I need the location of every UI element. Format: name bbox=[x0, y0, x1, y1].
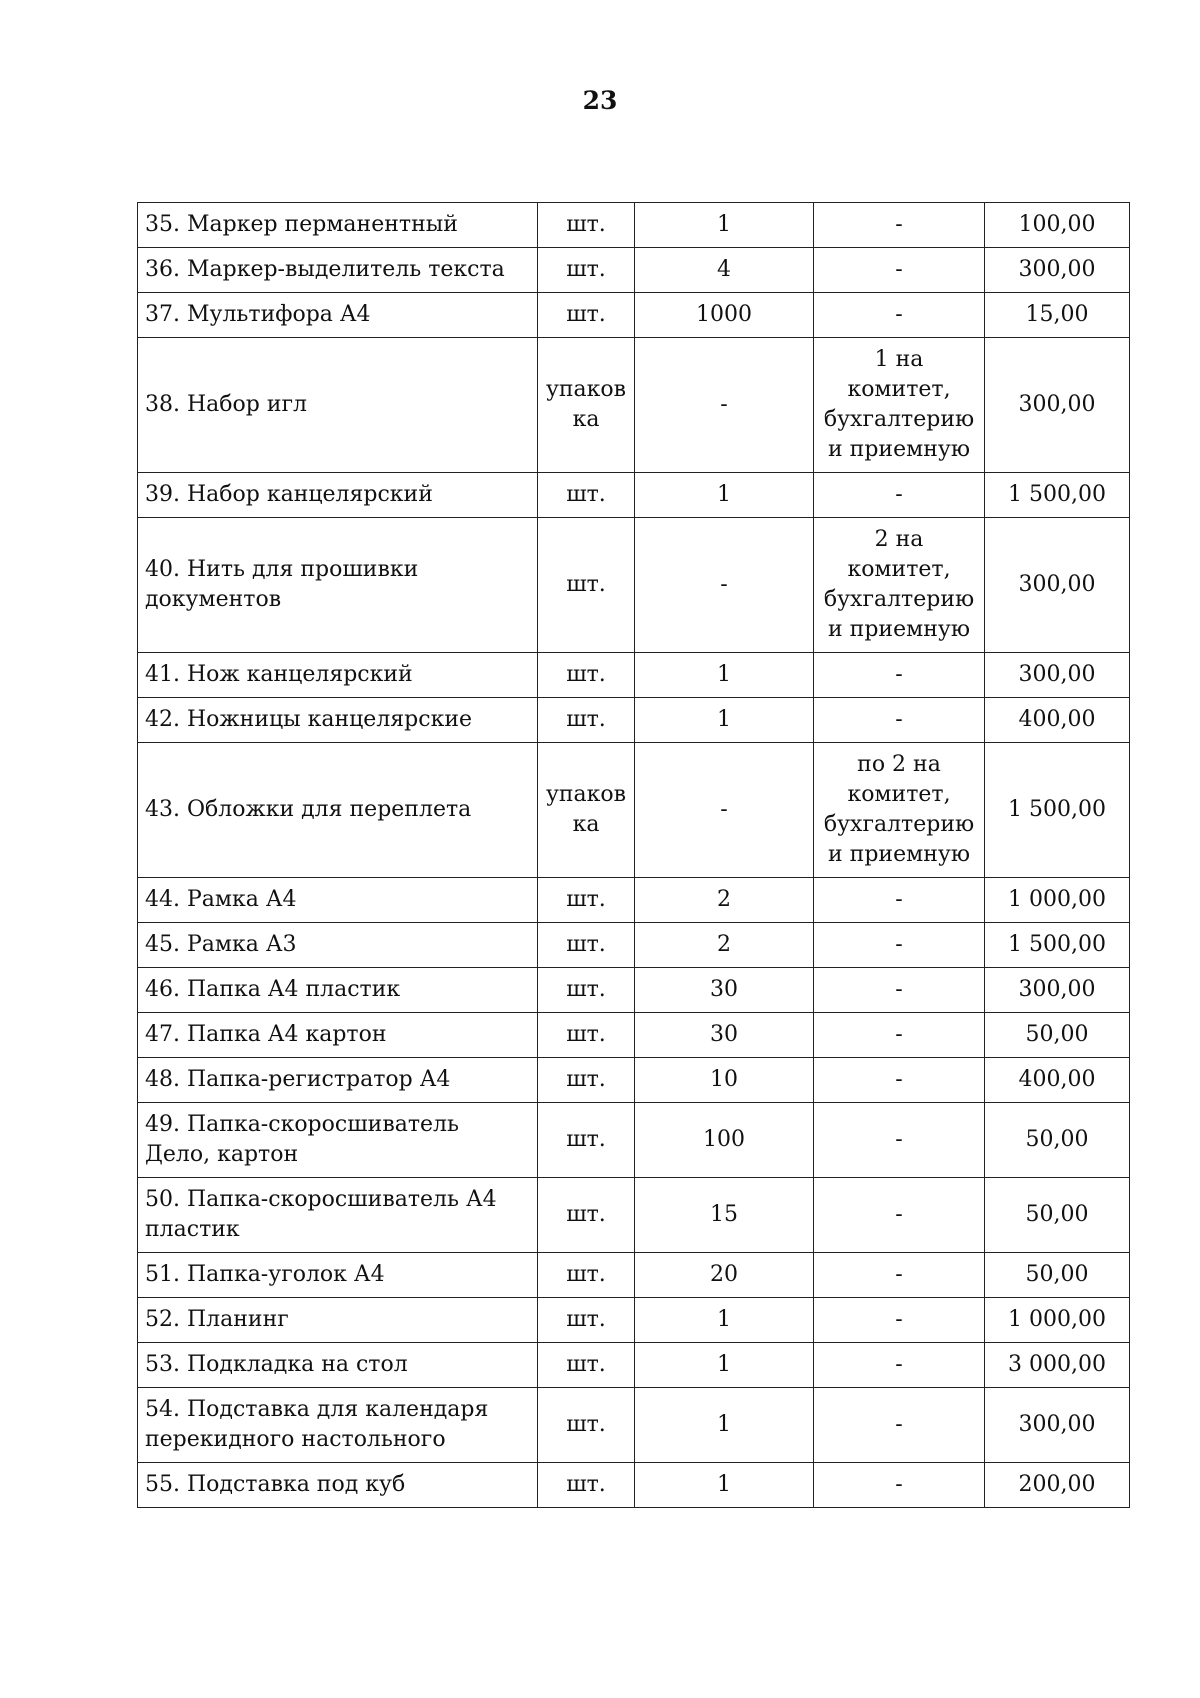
item-name-cell bbox=[138, 698, 538, 743]
unit-cell bbox=[538, 653, 635, 698]
norm: по 2 на комитет, бухгалтерию и приемную bbox=[823, 752, 975, 867]
item-name: 53. Подкладка на стол bbox=[145, 1352, 408, 1377]
norm: - bbox=[895, 212, 903, 237]
price-cell bbox=[985, 473, 1130, 518]
item-name-cell bbox=[138, 518, 538, 653]
unit: шт. bbox=[566, 1472, 606, 1497]
item-name-cell bbox=[138, 1253, 538, 1298]
item-name: 48. Папка-регистратор А4 bbox=[145, 1067, 451, 1092]
norm: - bbox=[895, 1262, 903, 1287]
norm-cell bbox=[814, 1013, 985, 1058]
norm-cell bbox=[814, 1178, 985, 1253]
quantity: 10 bbox=[710, 1067, 738, 1092]
unit-cell bbox=[538, 1253, 635, 1298]
norm: 2 на комитет, бухгалтерию и приемную bbox=[823, 527, 975, 642]
table-row bbox=[138, 878, 1130, 923]
quantity-cell bbox=[635, 1103, 814, 1178]
price: 1 000,00 bbox=[1008, 1307, 1106, 1332]
norm: - bbox=[895, 1022, 903, 1047]
norm-cell bbox=[814, 1253, 985, 1298]
table-row bbox=[138, 1388, 1130, 1463]
price-cell bbox=[985, 1253, 1130, 1298]
quantity-cell bbox=[635, 1253, 814, 1298]
price: 300,00 bbox=[1018, 572, 1096, 597]
item-name: 39. Набор канцелярский bbox=[145, 482, 433, 507]
unit-cell bbox=[538, 518, 635, 653]
price-cell bbox=[985, 1388, 1130, 1463]
price: 50,00 bbox=[1025, 1127, 1089, 1152]
item-name: 46. Папка А4 пластик bbox=[145, 977, 401, 1002]
unit: шт. bbox=[566, 1067, 606, 1092]
norm: - bbox=[895, 1352, 903, 1377]
price: 300,00 bbox=[1018, 662, 1096, 687]
unit-cell bbox=[538, 473, 635, 518]
unit-cell bbox=[538, 1388, 635, 1463]
item-name-cell bbox=[138, 248, 538, 293]
price-cell bbox=[985, 1178, 1130, 1253]
quantity-cell bbox=[635, 293, 814, 338]
norm-cell bbox=[814, 698, 985, 743]
norm: - bbox=[895, 707, 903, 732]
unit-cell bbox=[538, 1103, 635, 1178]
norm: - bbox=[895, 1307, 903, 1332]
item-name: 35. Маркер перманентный bbox=[145, 212, 458, 237]
quantity-cell bbox=[635, 1013, 814, 1058]
table-row bbox=[138, 473, 1130, 518]
quantity-cell bbox=[635, 1058, 814, 1103]
unit-cell bbox=[538, 878, 635, 923]
price-cell bbox=[985, 293, 1130, 338]
norm: - bbox=[895, 1127, 903, 1152]
norm-cell bbox=[814, 1103, 985, 1178]
unit: шт. bbox=[566, 932, 606, 957]
norm-cell bbox=[814, 923, 985, 968]
table-row bbox=[138, 1178, 1130, 1253]
unit: шт. bbox=[566, 1262, 606, 1287]
norm-cell bbox=[814, 248, 985, 293]
item-name-cell bbox=[138, 1388, 538, 1463]
price: 50,00 bbox=[1025, 1202, 1089, 1227]
price-cell bbox=[985, 923, 1130, 968]
quantity-cell bbox=[635, 338, 814, 473]
price-cell bbox=[985, 248, 1130, 293]
item-name-cell bbox=[138, 743, 538, 878]
item-name: 50. Папка-скоросшиватель А4 пластик bbox=[145, 1187, 497, 1242]
item-name: 43. Обложки для переплета bbox=[145, 797, 472, 822]
norm-cell bbox=[814, 473, 985, 518]
item-name: 49. Папка-скоросшиватель Дело, картон bbox=[145, 1112, 459, 1167]
quantity: 1 bbox=[717, 662, 731, 687]
quantity: 1 bbox=[717, 1352, 731, 1377]
price-cell bbox=[985, 203, 1130, 248]
unit: шт. bbox=[566, 887, 606, 912]
quantity: 2 bbox=[717, 932, 731, 957]
unit-cell bbox=[538, 293, 635, 338]
unit: шт. bbox=[566, 662, 606, 687]
item-name-cell bbox=[138, 203, 538, 248]
price: 50,00 bbox=[1025, 1262, 1089, 1287]
item-name-cell bbox=[138, 1013, 538, 1058]
price: 300,00 bbox=[1018, 392, 1096, 417]
item-name-cell bbox=[138, 968, 538, 1013]
unit-cell bbox=[538, 248, 635, 293]
unit: шт. bbox=[566, 707, 606, 732]
quantity: 30 bbox=[710, 977, 738, 1002]
unit: шт. bbox=[566, 1352, 606, 1377]
price-cell bbox=[985, 1103, 1130, 1178]
price-cell bbox=[985, 878, 1130, 923]
norm-cell bbox=[814, 878, 985, 923]
quantity: - bbox=[720, 797, 728, 822]
price: 300,00 bbox=[1018, 977, 1096, 1002]
quantity-cell bbox=[635, 203, 814, 248]
quantity: 4 bbox=[717, 257, 731, 282]
table-row bbox=[138, 653, 1130, 698]
quantity-cell bbox=[635, 968, 814, 1013]
supplies-table bbox=[137, 202, 1130, 1508]
item-name: 47. Папка А4 картон bbox=[145, 1022, 387, 1047]
item-name-cell bbox=[138, 653, 538, 698]
price-cell bbox=[985, 743, 1130, 878]
table-row bbox=[138, 338, 1130, 473]
quantity-cell bbox=[635, 923, 814, 968]
table-row bbox=[138, 968, 1130, 1013]
item-name-cell bbox=[138, 878, 538, 923]
price-cell bbox=[985, 1013, 1130, 1058]
unit-cell bbox=[538, 1343, 635, 1388]
price: 1 500,00 bbox=[1008, 797, 1106, 822]
norm-cell bbox=[814, 1343, 985, 1388]
item-name: 42. Ножницы канцелярские bbox=[145, 707, 473, 732]
item-name: 36. Маркер-выделитель текста bbox=[145, 257, 505, 282]
quantity: 1000 bbox=[696, 302, 752, 327]
item-name: 41. Нож канцелярский bbox=[145, 662, 413, 687]
quantity: 20 bbox=[710, 1262, 738, 1287]
quantity: 1 bbox=[717, 1307, 731, 1332]
quantity-cell bbox=[635, 653, 814, 698]
unit: шт. bbox=[566, 1127, 606, 1152]
unit-cell bbox=[538, 1298, 635, 1343]
table-row bbox=[138, 518, 1130, 653]
unit: шт. bbox=[566, 572, 606, 597]
norm-cell bbox=[814, 1298, 985, 1343]
price: 50,00 bbox=[1025, 1022, 1089, 1047]
table-row bbox=[138, 1298, 1130, 1343]
norm-cell bbox=[814, 203, 985, 248]
item-name-cell bbox=[138, 338, 538, 473]
item-name-cell bbox=[138, 1103, 538, 1178]
price-cell bbox=[985, 518, 1130, 653]
norm: - bbox=[895, 887, 903, 912]
item-name-cell bbox=[138, 1298, 538, 1343]
unit-cell bbox=[538, 698, 635, 743]
table-row bbox=[138, 248, 1130, 293]
price-cell bbox=[985, 1463, 1130, 1508]
unit: шт. bbox=[566, 1412, 606, 1437]
table-row bbox=[138, 293, 1130, 338]
item-name: 44. Рамка А4 bbox=[145, 887, 297, 912]
price-cell bbox=[985, 968, 1130, 1013]
quantity: 1 bbox=[717, 482, 731, 507]
norm: - bbox=[895, 482, 903, 507]
norm: - bbox=[895, 1412, 903, 1437]
unit-cell bbox=[538, 923, 635, 968]
quantity: 1 bbox=[717, 212, 731, 237]
price: 1 000,00 bbox=[1008, 887, 1106, 912]
quantity-cell bbox=[635, 1463, 814, 1508]
item-name: 38. Набор игл bbox=[145, 392, 308, 417]
price: 400,00 bbox=[1018, 707, 1096, 732]
norm-cell bbox=[814, 743, 985, 878]
unit: шт. bbox=[566, 212, 606, 237]
item-name-cell bbox=[138, 473, 538, 518]
unit-cell bbox=[538, 1058, 635, 1103]
price-cell bbox=[985, 1343, 1130, 1388]
quantity: - bbox=[720, 392, 728, 417]
unit: упаков ка bbox=[545, 377, 627, 432]
norm-cell bbox=[814, 518, 985, 653]
table-row bbox=[138, 203, 1130, 248]
unit-cell bbox=[538, 743, 635, 878]
item-name-cell bbox=[138, 1058, 538, 1103]
unit-cell bbox=[538, 968, 635, 1013]
quantity-cell bbox=[635, 518, 814, 653]
quantity-cell bbox=[635, 473, 814, 518]
price: 100,00 bbox=[1018, 212, 1096, 237]
item-name-cell bbox=[138, 1463, 538, 1508]
quantity-cell bbox=[635, 1178, 814, 1253]
norm-cell bbox=[814, 968, 985, 1013]
table-row bbox=[138, 743, 1130, 878]
item-name: 51. Папка-уголок А4 bbox=[145, 1262, 385, 1287]
quantity-cell bbox=[635, 743, 814, 878]
unit-cell bbox=[538, 1013, 635, 1058]
price: 300,00 bbox=[1018, 257, 1096, 282]
unit-cell bbox=[538, 1463, 635, 1508]
unit-cell bbox=[538, 203, 635, 248]
quantity-cell bbox=[635, 1343, 814, 1388]
unit-cell bbox=[538, 338, 635, 473]
table-body bbox=[138, 203, 1130, 1508]
norm: - bbox=[895, 1472, 903, 1497]
item-name: 52. Планинг bbox=[145, 1307, 289, 1332]
table-row bbox=[138, 1013, 1130, 1058]
quantity-cell bbox=[635, 248, 814, 293]
norm: - bbox=[895, 257, 903, 282]
unit: шт. bbox=[566, 1202, 606, 1227]
unit: шт. bbox=[566, 482, 606, 507]
norm: - bbox=[895, 977, 903, 1002]
item-name: 37. Мультифора А4 bbox=[145, 302, 371, 327]
norm-cell bbox=[814, 653, 985, 698]
table-row bbox=[138, 923, 1130, 968]
table-row bbox=[138, 1343, 1130, 1388]
table-row bbox=[138, 698, 1130, 743]
item-name: 45. Рамка А3 bbox=[145, 932, 297, 957]
item-name: 40. Нить для прошивки документов bbox=[145, 557, 419, 612]
quantity-cell bbox=[635, 1388, 814, 1463]
norm-cell bbox=[814, 1058, 985, 1103]
unit: шт. bbox=[566, 257, 606, 282]
price-cell bbox=[985, 338, 1130, 473]
price-cell bbox=[985, 1058, 1130, 1103]
quantity-cell bbox=[635, 698, 814, 743]
norm: - bbox=[895, 302, 903, 327]
item-name-cell bbox=[138, 923, 538, 968]
unit-cell bbox=[538, 1178, 635, 1253]
norm-cell bbox=[814, 338, 985, 473]
unit: шт. bbox=[566, 977, 606, 1002]
quantity: 1 bbox=[717, 707, 731, 732]
item-name-cell bbox=[138, 1343, 538, 1388]
item-name: 54. Подставка для календаря перекидного настольного bbox=[145, 1397, 489, 1452]
norm-cell bbox=[814, 293, 985, 338]
norm: - bbox=[895, 932, 903, 957]
price-cell bbox=[985, 1298, 1130, 1343]
unit: шт. bbox=[566, 1022, 606, 1047]
quantity: - bbox=[720, 572, 728, 597]
price-cell bbox=[985, 698, 1130, 743]
unit: упаков ка bbox=[545, 782, 627, 837]
price: 15,00 bbox=[1025, 302, 1089, 327]
quantity: 30 bbox=[710, 1022, 738, 1047]
table-row bbox=[138, 1058, 1130, 1103]
price: 300,00 bbox=[1018, 1412, 1096, 1437]
table-row bbox=[138, 1103, 1130, 1178]
norm: 1 на комитет, бухгалтерию и приемную bbox=[823, 347, 975, 462]
price: 200,00 bbox=[1018, 1472, 1096, 1497]
table-row bbox=[138, 1463, 1130, 1508]
quantity-cell bbox=[635, 878, 814, 923]
price-cell bbox=[985, 653, 1130, 698]
table-row bbox=[138, 1253, 1130, 1298]
price: 1 500,00 bbox=[1008, 482, 1106, 507]
norm-cell bbox=[814, 1463, 985, 1508]
quantity: 100 bbox=[703, 1127, 745, 1152]
unit: шт. bbox=[566, 1307, 606, 1332]
norm-cell bbox=[814, 1388, 985, 1463]
page-number: 23 bbox=[582, 86, 618, 115]
quantity: 1 bbox=[717, 1412, 731, 1437]
item-name-cell bbox=[138, 1178, 538, 1253]
quantity: 2 bbox=[717, 887, 731, 912]
norm: - bbox=[895, 1067, 903, 1092]
norm: - bbox=[895, 662, 903, 687]
quantity-cell bbox=[635, 1298, 814, 1343]
item-name-cell bbox=[138, 293, 538, 338]
unit: шт. bbox=[566, 302, 606, 327]
price: 1 500,00 bbox=[1008, 932, 1106, 957]
norm: - bbox=[895, 1202, 903, 1227]
quantity: 15 bbox=[710, 1202, 738, 1227]
item-name: 55. Подставка под куб bbox=[145, 1472, 406, 1497]
price: 400,00 bbox=[1018, 1067, 1096, 1092]
quantity: 1 bbox=[717, 1472, 731, 1497]
price: 3 000,00 bbox=[1008, 1352, 1106, 1377]
